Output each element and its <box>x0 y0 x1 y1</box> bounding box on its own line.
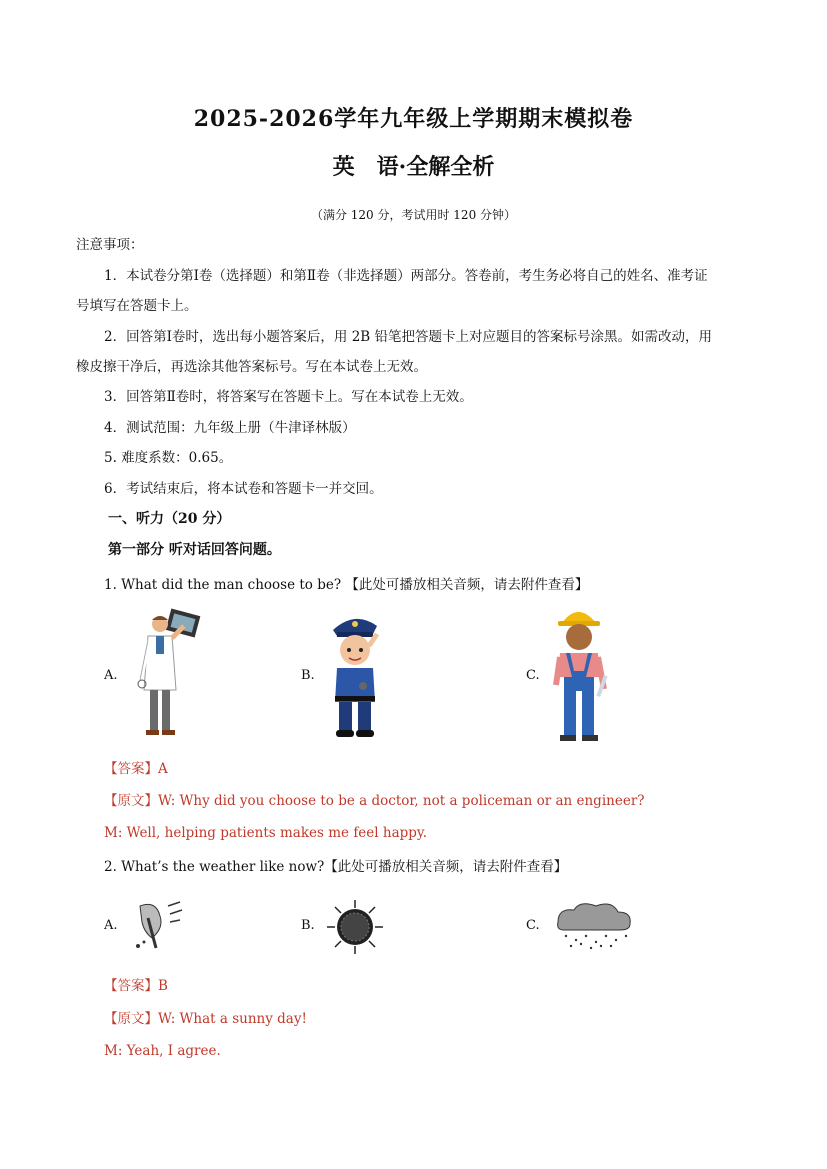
policeman-icon <box>325 612 385 740</box>
doctor-icon <box>126 610 206 740</box>
answer-line: 【答案】B <box>104 978 168 994</box>
option-label-b: B. <box>301 918 315 933</box>
option-label-a: A. <box>104 668 118 683</box>
section-heading: 一、听力（20 分） <box>108 511 231 527</box>
part-heading: 第一部分 听对话回答问题。 <box>108 542 281 558</box>
option-label-a: A. <box>104 918 118 933</box>
script-line: M: Well, helping patients makes me feel happy. <box>104 825 428 841</box>
page-title: 2025-2026学年九年级上学期期末模拟卷 <box>193 106 634 132</box>
answer-value: B <box>158 978 168 994</box>
answer-line: 【答案】A <box>104 761 168 777</box>
script-line: 【原文】W: Why did you choose to be a doctor, not a policeman or an engineer? <box>104 793 645 809</box>
question-stem: 1. What did the man choose to be? 【此处可播放相关音频，请去附件查看】 <box>104 577 589 593</box>
sun-icon <box>325 898 385 956</box>
script-line: M: Yeah, I agree. <box>104 1043 221 1059</box>
note-line: 3．回答第Ⅱ卷时，将答案写在答题卡上。写在本试卷上无效。 <box>104 389 473 405</box>
note-line: 1．本试卷分第Ⅰ卷（选择题）和第Ⅱ卷（非选择题）两部分。答卷前，考生务必将自己的姓名、准考证 <box>104 268 708 284</box>
note-line: 号填写在答题卡上。 <box>76 298 198 314</box>
notes-heading: 注意事项： <box>76 237 144 253</box>
script-line: 【原文】W: What a sunny day! <box>104 1011 307 1027</box>
option-label-b: B. <box>301 668 315 683</box>
note-line: 橡皮擦干净后，再选涂其他答案标号。写在本试卷上无效。 <box>76 359 427 375</box>
note-line: 5. 难度系数：0.65。 <box>104 450 233 466</box>
option-label-c: C. <box>526 668 540 683</box>
note-line: 6．考试结束后，将本试卷和答题卡一并交回。 <box>104 481 383 497</box>
option-label-c: C. <box>526 918 540 933</box>
exam-meta: （满分 120 分，考试用时 120 分钟） <box>310 208 517 222</box>
rain-cloud-icon <box>552 900 636 950</box>
question-stem: 2. What’s the weather like now?【此处可播放相关音频，请去附件查看】 <box>104 859 568 875</box>
page-subtitle: 英 语·全解全析 <box>332 154 495 180</box>
note-line: 2．回答第Ⅰ卷时，选出每小题答案后，用 2B 铅笔把答题卡上对应题目的答案标号涂黑。如需改动，用 <box>104 329 713 345</box>
note-line: 4．测试范围：九年级上册（牛津译林版） <box>104 420 356 436</box>
windy-tree-icon <box>130 898 186 954</box>
engineer-icon <box>548 605 612 745</box>
answer-value: A <box>158 761 168 777</box>
